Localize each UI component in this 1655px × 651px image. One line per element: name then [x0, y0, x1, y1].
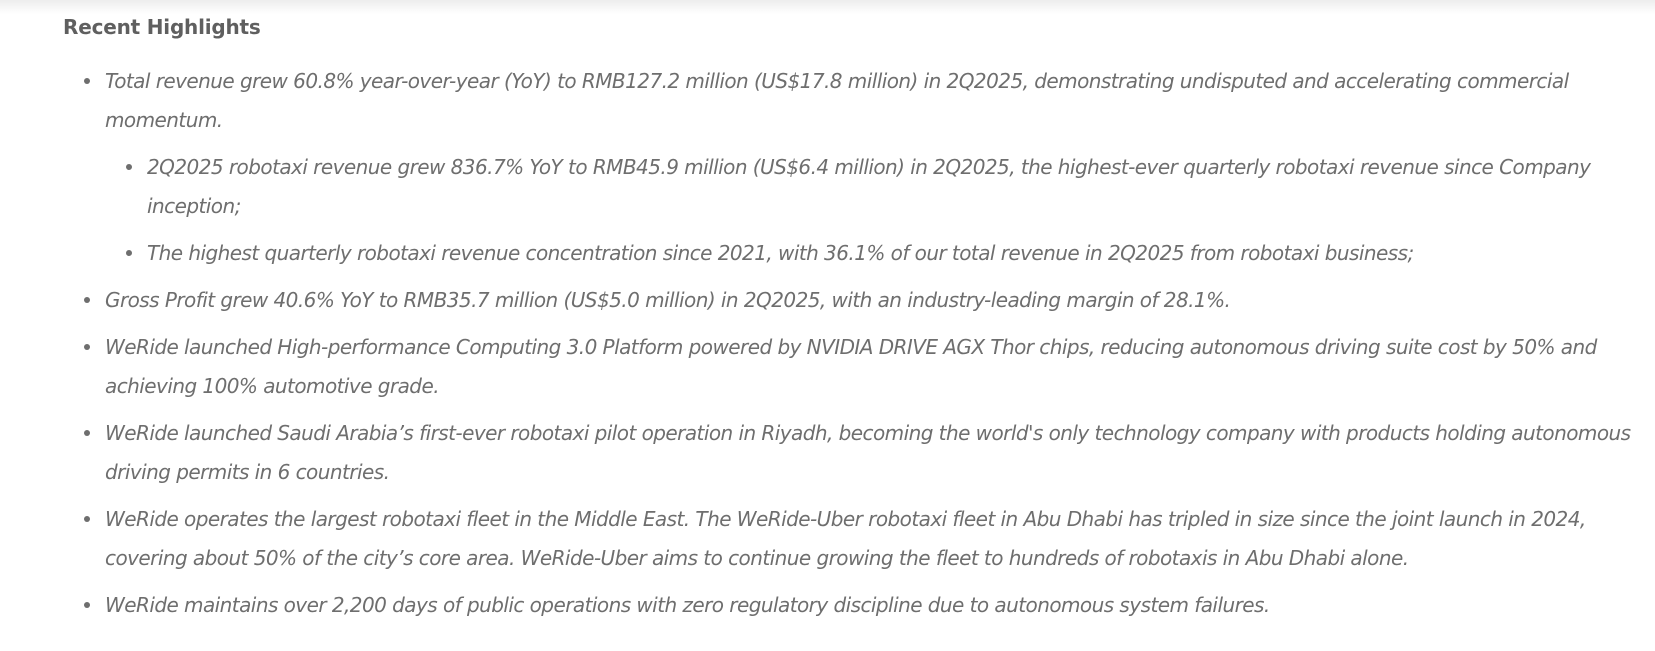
bullet-icon: [84, 430, 90, 436]
bullet-icon: [84, 297, 90, 303]
list-item-gross-profit: [105, 281, 1648, 320]
sub-item-text: The highest quarterly robotaxi revenue concentration since 2021, with 36.1% of our total revenue in 2Q2025 from robotaxi business;: [147, 241, 1414, 265]
bullet-icon: [84, 516, 90, 522]
sub-list: [105, 148, 1648, 273]
list-item-text: Total revenue grew 60.8% year-over-year (YoY) to RMB127.2 million (US$17.8 million) in 2Q2025, demonstrating undisputed and accelerating commercial momentum.: [105, 69, 1569, 132]
list-item-public-operations: [105, 586, 1648, 625]
list-item-revenue: [105, 62, 1648, 273]
bullet-icon: [126, 164, 132, 170]
list-item-text: WeRide launched Saudi Arabia’s first-ever robotaxi pilot operation in Riyadh, becoming the world's only technology company with products holding autonomous driving permits in 6 countries.: [105, 421, 1631, 484]
list-item-middle-east-fleet: [105, 500, 1648, 578]
bullet-icon: [126, 250, 132, 256]
sub-item-revenue-concentration: [147, 234, 1648, 273]
bullet-icon: [84, 602, 90, 608]
list-item-text: WeRide maintains over 2,200 days of public operations with zero regulatory discipline due to autonomous system failures.: [105, 593, 1270, 617]
highlights-section: [63, 12, 1648, 625]
section-heading: Recent Highlights: [63, 15, 261, 39]
highlights-list: [63, 62, 1648, 625]
list-item-text: Gross Profit grew 40.6% YoY to RMB35.7 million (US$5.0 million) in 2Q2025, with an industry-leading margin of 28.1%.: [105, 288, 1231, 312]
list-item-saudi-pilot: [105, 414, 1648, 492]
list-item-computing-platform: [105, 328, 1648, 406]
sub-item-robotaxi-revenue: [147, 148, 1648, 226]
list-item-text: WeRide launched High-performance Computing 3.0 Platform powered by NVIDIA DRIVE AGX Thor chips, reducing autonomous driving suite cost by 50% and achieving 100% automotive grade.: [105, 335, 1597, 398]
sub-item-text: 2Q2025 robotaxi revenue grew 836.7% YoY to RMB45.9 million (US$6.4 million) in 2Q2025, the highest-ever quarterly robotaxi revenue since Company inception;: [147, 155, 1591, 218]
bullet-icon: [84, 344, 90, 350]
list-item-text: WeRide operates the largest robotaxi fleet in the Middle East. The WeRide-Uber robotaxi fleet in Abu Dhabi has tripled in size since the joint launch in 2024, covering about 50% of the city’s core area. WeRide-Uber aims to continue growing the fleet to hundreds of robotaxis in Abu Dhabi alone.: [105, 507, 1586, 570]
bullet-icon: [84, 78, 90, 84]
